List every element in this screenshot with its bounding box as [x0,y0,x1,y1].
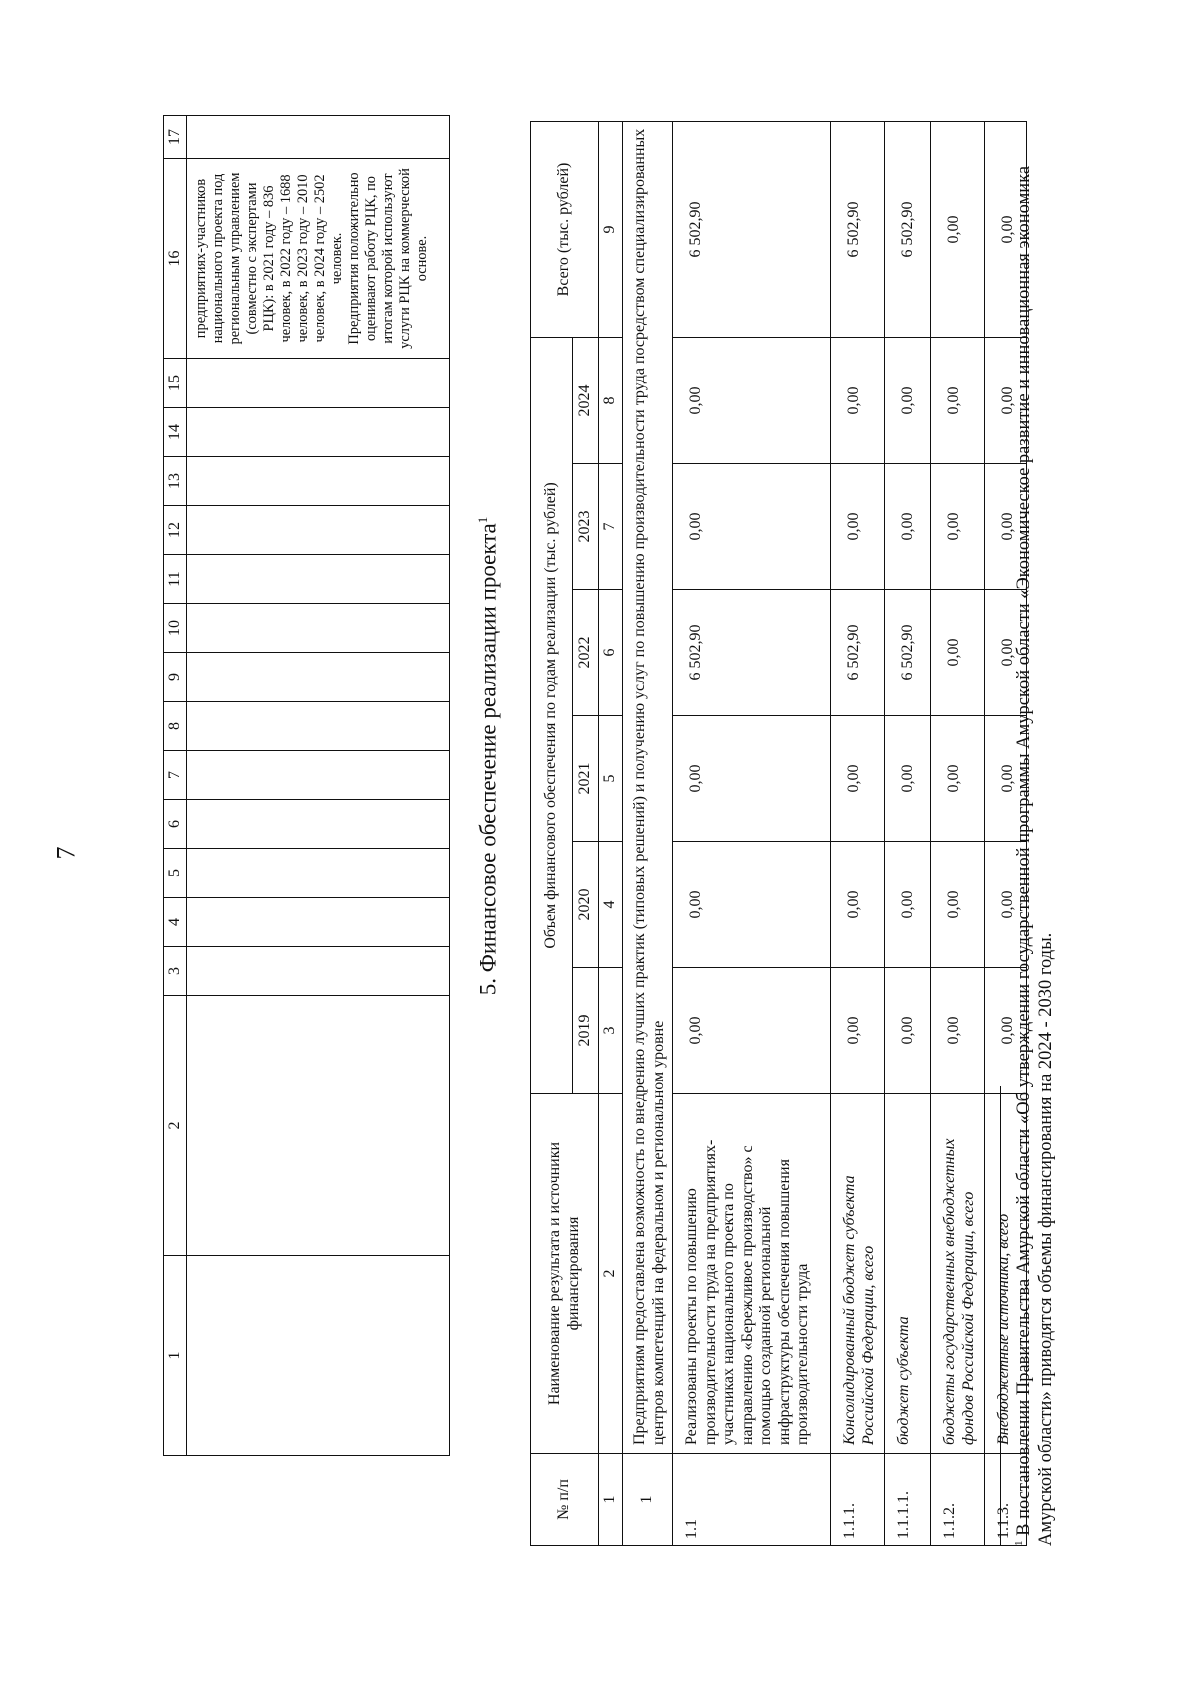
column-number: 4 [599,842,623,968]
year-header: 2023 [573,464,599,590]
top-col-header: 10 [164,604,187,653]
top-table-header-row [164,116,187,1456]
top-col-header: 17 [164,116,187,159]
top-col-header: 12 [164,506,187,555]
row-num: 1.1.1. [831,1454,885,1546]
top-col-header: 16 [164,159,187,359]
row-value: 0,00 [985,716,1027,842]
row-value: 0,00 [985,968,1027,1094]
table-row [673,121,831,1545]
footnote-text: В постановлении Правительства Амурской области «Об утверждении государственной программы Амурской области «Экономическое развитие и инновационная экономика Амурской области» приводятся объемы финансирования на 2024 - 2030 годы. [1014,165,1057,1546]
row-value: 0,00 [931,968,985,1094]
top-col-header: 14 [164,408,187,457]
column-number: 1 [599,1454,623,1546]
row-value: 6 502,90 [885,121,931,337]
top-col-header: 15 [164,359,187,408]
top-col-header: 13 [164,457,187,506]
row-value: 0,00 [985,337,1027,463]
goal-text: Предприятиям предоставлена возможность по внедрению лучших практик (типовых решений) и получению услуг по повышению производительности труда посредством специализированных центров компетенций на федеральном и региональном уровне [623,121,673,1453]
goal-row [623,121,673,1545]
top-col-header: 5 [164,849,187,898]
table-row [885,121,931,1545]
header-name: Наименование результата и источники финансирования [531,1094,599,1454]
row-value: 6 502,90 [885,590,931,716]
row-value: 0,00 [985,842,1027,968]
top-continuation-table [163,115,450,1456]
top-col-header: 8 [164,702,187,751]
table-row [831,121,885,1545]
row-value: 0,00 [931,590,985,716]
row-value: 0,00 [931,842,985,968]
row-num: 1.1.2. [931,1454,985,1546]
footnote [1008,146,1057,1546]
row-name: бюджеты государственных внебюджетных фондов Российской Федерации, всего [931,1094,985,1454]
row-num: 1.1.3. [985,1454,1027,1546]
goal-num: 1 [623,1454,673,1546]
row-name: Реализованы проекты по повышению производительности труда на предприятиях-участниках национального проекта по направлению «Бережливое производство» с помощью созданной региональной инфраструктуры обеспечения повышения производительности труда [673,1094,831,1454]
row-value: 0,00 [673,968,831,1094]
column-number: 2 [599,1094,623,1454]
row-value: 0,00 [831,464,885,590]
row-value: 0,00 [831,716,885,842]
row-value: 6 502,90 [673,121,831,337]
col16-text-p1: предприятиях-участников национального проекта под региональным управлением (совместно с экспертами РЦК): в 2021 году – 836 человек, в 2022 году – 1688 человек, в 2023 году – 2010 человек, в 2024 году – 2502 человек. [193,172,345,345]
row-value: 0,00 [885,968,931,1094]
row-value: 0,00 [931,337,985,463]
row-num: 1.1 [673,1454,831,1546]
header-volume: Объем финансового обеспечения по годам реализации (тыс. рублей) [531,337,573,1093]
column-number: 8 [599,337,623,463]
row-value: 0,00 [885,337,931,463]
row-value: 0,00 [931,121,985,337]
column-number: 5 [599,716,623,842]
year-header: 2022 [573,590,599,716]
year-header: 2024 [573,337,599,463]
row-num: 1.1.1.1. [885,1454,931,1546]
row-value: 0,00 [673,716,831,842]
row-value: 6 502,90 [831,121,885,337]
row-value: 0,00 [831,337,885,463]
header-row-1 [531,121,573,1545]
top-col-header: 3 [164,947,187,996]
footnote-ref: 1 [475,516,490,524]
row-name: Внебюджетные источники, всего [985,1094,1027,1454]
row-value: 0,00 [673,464,831,590]
top-col-header: 1 [164,1256,187,1456]
row-value: 0,00 [885,716,931,842]
row-value: 0,00 [985,590,1027,716]
col16-text-p2: Предприятия положительно оценивают работу РЦК, по итогам которой используют услуги РЦК на коммерческой основе. [346,168,430,349]
top-col-header: 7 [164,751,187,800]
top-col-header: 11 [164,555,187,604]
row-value: 0,00 [885,464,931,590]
row-value: 6 502,90 [673,590,831,716]
row-name: бюджет субъекта [885,1094,931,1454]
header-num: № п/п [531,1454,599,1546]
row-value: 0,00 [831,968,885,1094]
finance-table [530,121,1027,1546]
top-col-header: 6 [164,800,187,849]
row-value: 0,00 [931,716,985,842]
page-number: 7 [51,846,81,860]
column-number: 7 [599,464,623,590]
row-value: 0,00 [831,842,885,968]
top-col16-cell [187,159,450,359]
footnote-marker: 1 [1013,1540,1025,1546]
year-header: 2019 [573,968,599,1094]
top-col-header: 4 [164,898,187,947]
row-value: 0,00 [673,337,831,463]
row-value: 6 502,90 [831,590,885,716]
year-header: 2020 [573,842,599,968]
column-number: 3 [599,968,623,1094]
header-total: Всего (тыс. рублей) [531,121,599,337]
column-number: 9 [599,121,623,337]
top-col-header: 2 [164,996,187,1256]
column-number: 6 [599,590,623,716]
row-value: 0,00 [931,464,985,590]
year-header: 2021 [573,716,599,842]
row-value: 0,00 [673,842,831,968]
row-value: 0,00 [885,842,931,968]
section-title: 5. Финансовое обеспечение реализации проекта$^1$ [475,516,501,996]
footnote-separator [1000,1086,1001,1546]
row-value: 0,00 [985,464,1027,590]
column-number-row [599,121,623,1545]
table-row [931,121,985,1545]
top-col-header: 9 [164,653,187,702]
row-value: 0,00 [985,121,1027,337]
row-name: Консолидированный бюджет субъекта Российской Федерации, всего [831,1094,885,1454]
top-table-body-row [187,116,450,1456]
